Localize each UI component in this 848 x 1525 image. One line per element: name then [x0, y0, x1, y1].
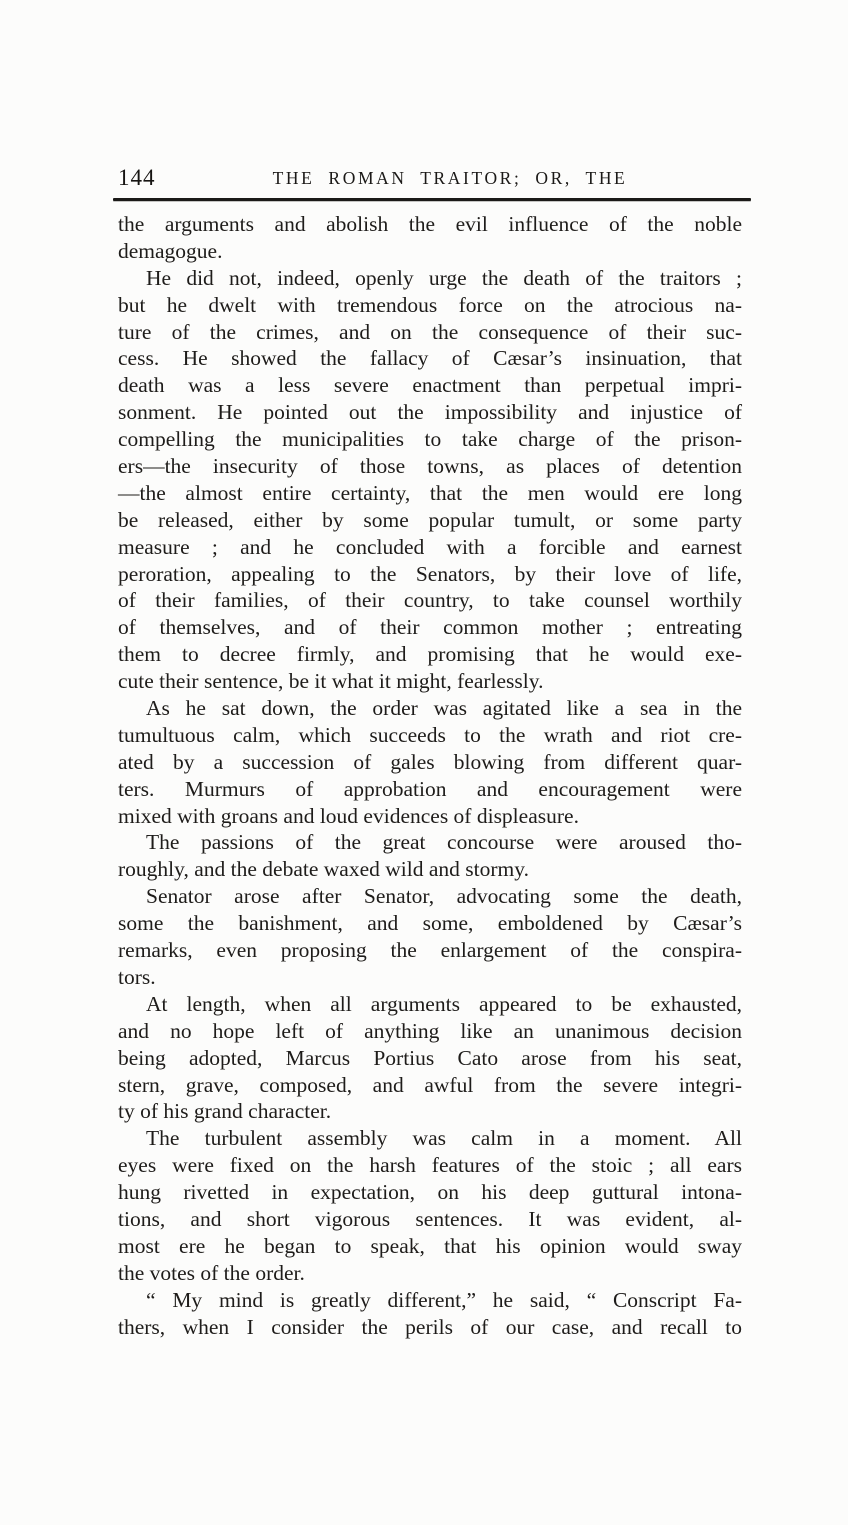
text-line: sonment. He pointed out the impossibility and injustice of: [118, 400, 742, 425]
text-line: The turbulent assembly was calm in a moment. All: [146, 1126, 742, 1151]
text-line: “ My mind is greatly different,” he said, “ Conscript Fa-: [146, 1287, 742, 1312]
header-rule: [113, 198, 751, 201]
text-line: eyes were fixed on the harsh features of the stoic ; all ears: [118, 1153, 742, 1178]
text-line: measure ; and he concluded with a forcible and earnest: [118, 534, 742, 559]
text-line: demagogue.: [118, 238, 223, 263]
text-line: peroration, appealing to the Senators, by their love of life,: [118, 561, 742, 586]
page-header: [118, 164, 742, 194]
text-line: compelling the municipalities to take charge of the prison-: [118, 427, 742, 452]
text-line: the votes of the order.: [118, 1260, 305, 1285]
text-line: mixed with groans and loud evidences of displeasure.: [118, 803, 579, 828]
text-line: the arguments and abolish the evil influence of the noble: [118, 212, 742, 236]
text-line: them to decree firmly, and promising that he would exe-: [118, 642, 742, 667]
text-line: thers, when I consider the perils of our case, and recall to: [118, 1314, 742, 1339]
text-line: most ere he began to speak, that his opinion would sway: [118, 1233, 742, 1258]
text-line: hung rivetted in expectation, on his deep guttural intona-: [118, 1180, 742, 1205]
text-line: ty of his grand character.: [118, 1099, 332, 1124]
text-line: As he sat down, the order was agitated like a sea in the: [146, 696, 742, 721]
text-line: tions, and short vigorous sentences. It was evident, al-: [118, 1206, 742, 1231]
text-line: He did not, indeed, openly urge the death of the traitors ;: [146, 265, 742, 290]
running-title: THE ROMAN TRAITOR; OR, THE: [272, 168, 628, 188]
text-line: being adopted, Marcus Portius Cato arose from his seat,: [118, 1045, 742, 1070]
text-line: be released, either by some popular tumult, or some party: [118, 507, 742, 532]
text-line: tumultuous calm, which succeeds to the wrath and riot cre-: [118, 722, 742, 747]
text-line: roughly, and the debate waxed wild and stormy.: [118, 857, 529, 882]
page-number: 144: [118, 165, 156, 190]
text-line: and no hope left of anything like an unanimous decision: [118, 1018, 742, 1043]
text-line: cess. He showed the fallacy of Cæsar’s insinuation, that: [118, 346, 742, 371]
text-line: stern, grave, composed, and awful from the severe integri-: [118, 1072, 742, 1097]
text-line: ters. Murmurs of approbation and encouragement were: [118, 776, 742, 801]
text-line: ers—the insecurity of those towns, as places of detention: [118, 454, 742, 479]
text-line: death was a less severe enactment than perpetual impri-: [118, 373, 742, 398]
text-line: of their families, of their country, to take counsel worthily: [118, 588, 742, 613]
text-line: of themselves, and of their common mother ; entreating: [118, 615, 742, 640]
text-line: tors.: [118, 964, 156, 989]
text-line: remarks, even proposing the enlargement of the conspira-: [118, 938, 742, 963]
body-text: [118, 211, 742, 1340]
text-line: At length, when all arguments appeared to be exhausted,: [146, 991, 742, 1016]
text-line: cute their sentence, be it what it might, fearlessly.: [118, 669, 544, 694]
text-line: some the banishment, and some, emboldened by Cæsar’s: [118, 911, 742, 936]
text-line: Senator arose after Senator, advocating some the death,: [146, 884, 742, 909]
text-line: but he dwelt with tremendous force on the atrocious na-: [118, 292, 742, 317]
text-line: —the almost entire certainty, that the men would ere long: [118, 480, 742, 505]
text-line: ated by a succession of gales blowing from different quar-: [118, 749, 742, 774]
text-line: ture of the crimes, and on the consequence of their suc-: [118, 319, 742, 344]
text-line: The passions of the great concourse were aroused tho-: [146, 830, 742, 855]
